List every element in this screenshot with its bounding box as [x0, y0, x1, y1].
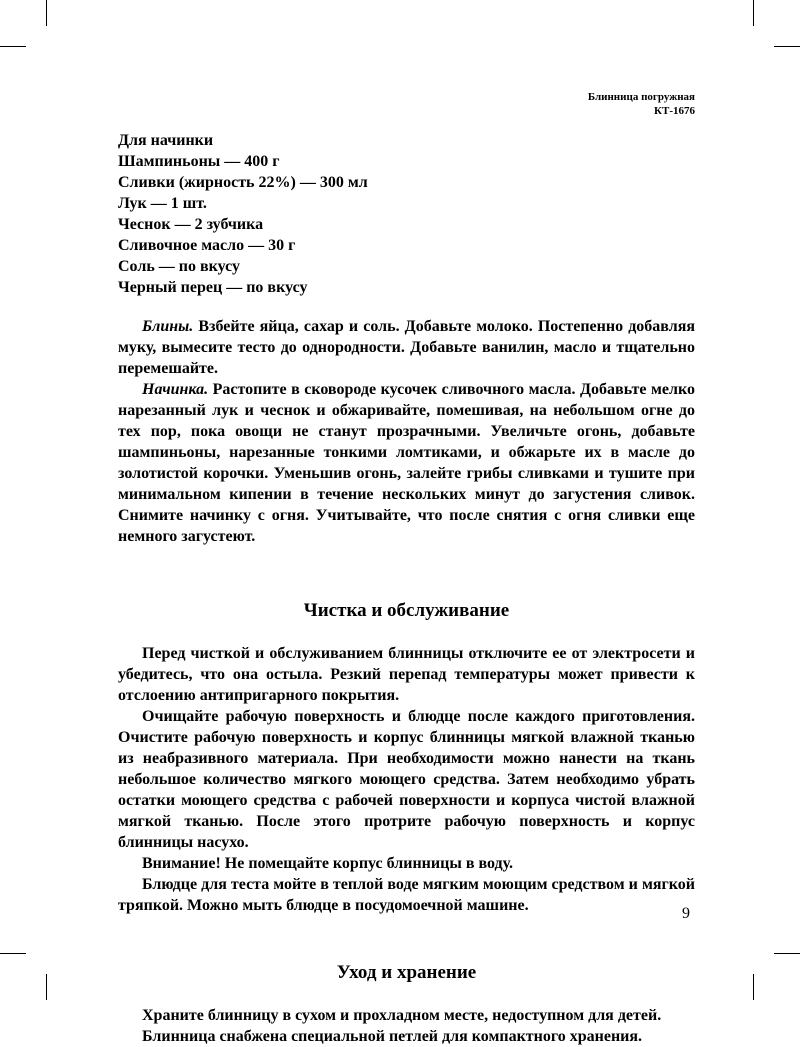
ingredient-item: Черный перец — по вкусу: [118, 279, 308, 296]
page-content: [118, 130, 695, 1047]
ingredient-item: Шампиньоны — 400 г: [118, 153, 280, 170]
pancakes-text: Взбейте яйца, сахар и соль. Добавьте молоко. Постепенно добавляя муку, вымесите тесто до однородности. Добавьте ванилин, масло и тщательно перемешайте.: [118, 318, 695, 377]
ingredient-item: Соль — по вкусу: [118, 258, 241, 275]
cleaning-paragraph: Блюдце для теста мойте в теплой воде мягким моющим средством и мягкой тряпкой. Можно мыть блюдце в посудомоечной машине.: [118, 876, 695, 914]
ingredient-item: Сливочное масло — 30 г: [118, 237, 296, 254]
filling-lead: Начинка.: [142, 381, 209, 398]
pancakes-step: [118, 316, 695, 379]
crop-mark-top-left-h: [0, 46, 26, 47]
crop-mark-top-right-v: [753, 0, 754, 26]
cleaning-warning: [118, 853, 695, 874]
crop-mark-bottom-left-v: [46, 974, 47, 1000]
warning-text: Не помещайте корпус блинницы в воду.: [220, 855, 514, 872]
storage-heading: Уход и хранение: [336, 962, 477, 983]
page-number: 9: [682, 905, 690, 922]
crop-mark-bottom-right-h: [774, 953, 800, 954]
cleaning-heading: Чистка и обслуживание: [303, 600, 510, 621]
filling-step: [118, 379, 695, 547]
running-header: [588, 90, 695, 118]
crop-mark-top-right-h: [774, 46, 800, 47]
storage-paragraph: Храните блинницу в сухом и прохладном месте, недоступном для детей.: [142, 1007, 662, 1024]
filling-ingredients: [118, 130, 695, 298]
crop-mark-top-left-v: [46, 0, 47, 26]
model-number: КТ-1676: [654, 105, 695, 117]
cleaning-paragraph: Очищайте рабочую поверхность и блюдце после каждого приготовления. Очистите рабочую поверхность и корпус блинницы мягкой влажной тканью из неабразивного материала. При необходимости можно нанести на ткань небольшое количество мягкого моющего средства. Затем необходимо убрать остатки моющего средства с рабочей поверхности и корпуса чистой влажной мягкой тканью. После этого протрите рабочую поверхность и корпус блинницы насухо.: [118, 708, 695, 851]
warning-label: Внимание!: [142, 855, 221, 872]
filling-title: Для начинки: [118, 132, 214, 149]
cleaning-paragraph: Перед чисткой и обслуживанием блинницы отключите ее от электросети и убедитесь, что она остыла. Резкий перепад температуры может привести к отслоению антипригарного покрытия.: [118, 645, 695, 704]
crop-mark-bottom-left-h: [0, 953, 26, 954]
storage-paragraph: Блинница снабжена специальной петлей для компактного хранения.: [142, 1028, 643, 1045]
product-name: Блинница погружная: [587, 91, 695, 103]
ingredient-item: Чеснок — 2 зубчика: [118, 216, 264, 233]
ingredient-item: Сливки (жирность 22%) — 300 мл: [118, 174, 368, 191]
filling-text: Растопите в сковороде кусочек сливочного масла. Добавьте мелко нарезанный лук и чеснок и обжаривайте, помешивая, на небольшом огне до тех пор, пока овощи не станут прозрачными. Увеличьте огонь, добавьте шампиньоны, нарезанные тонкими ломтиками, и обжарьте их в масле до золотистой корочки. Уменьшив огонь, залейте грибы сливками и тушите при минимальном кипении в течение нескольких минут до загустения сливок. Снимите начинку с огня. Учитывайте, что после снятия с огня сливки еще немного загустеют.: [118, 381, 695, 545]
crop-mark-bottom-right-v: [753, 974, 754, 1000]
ingredient-item: Лук — 1 шт.: [118, 195, 207, 212]
pancakes-lead: Блины.: [142, 318, 194, 335]
